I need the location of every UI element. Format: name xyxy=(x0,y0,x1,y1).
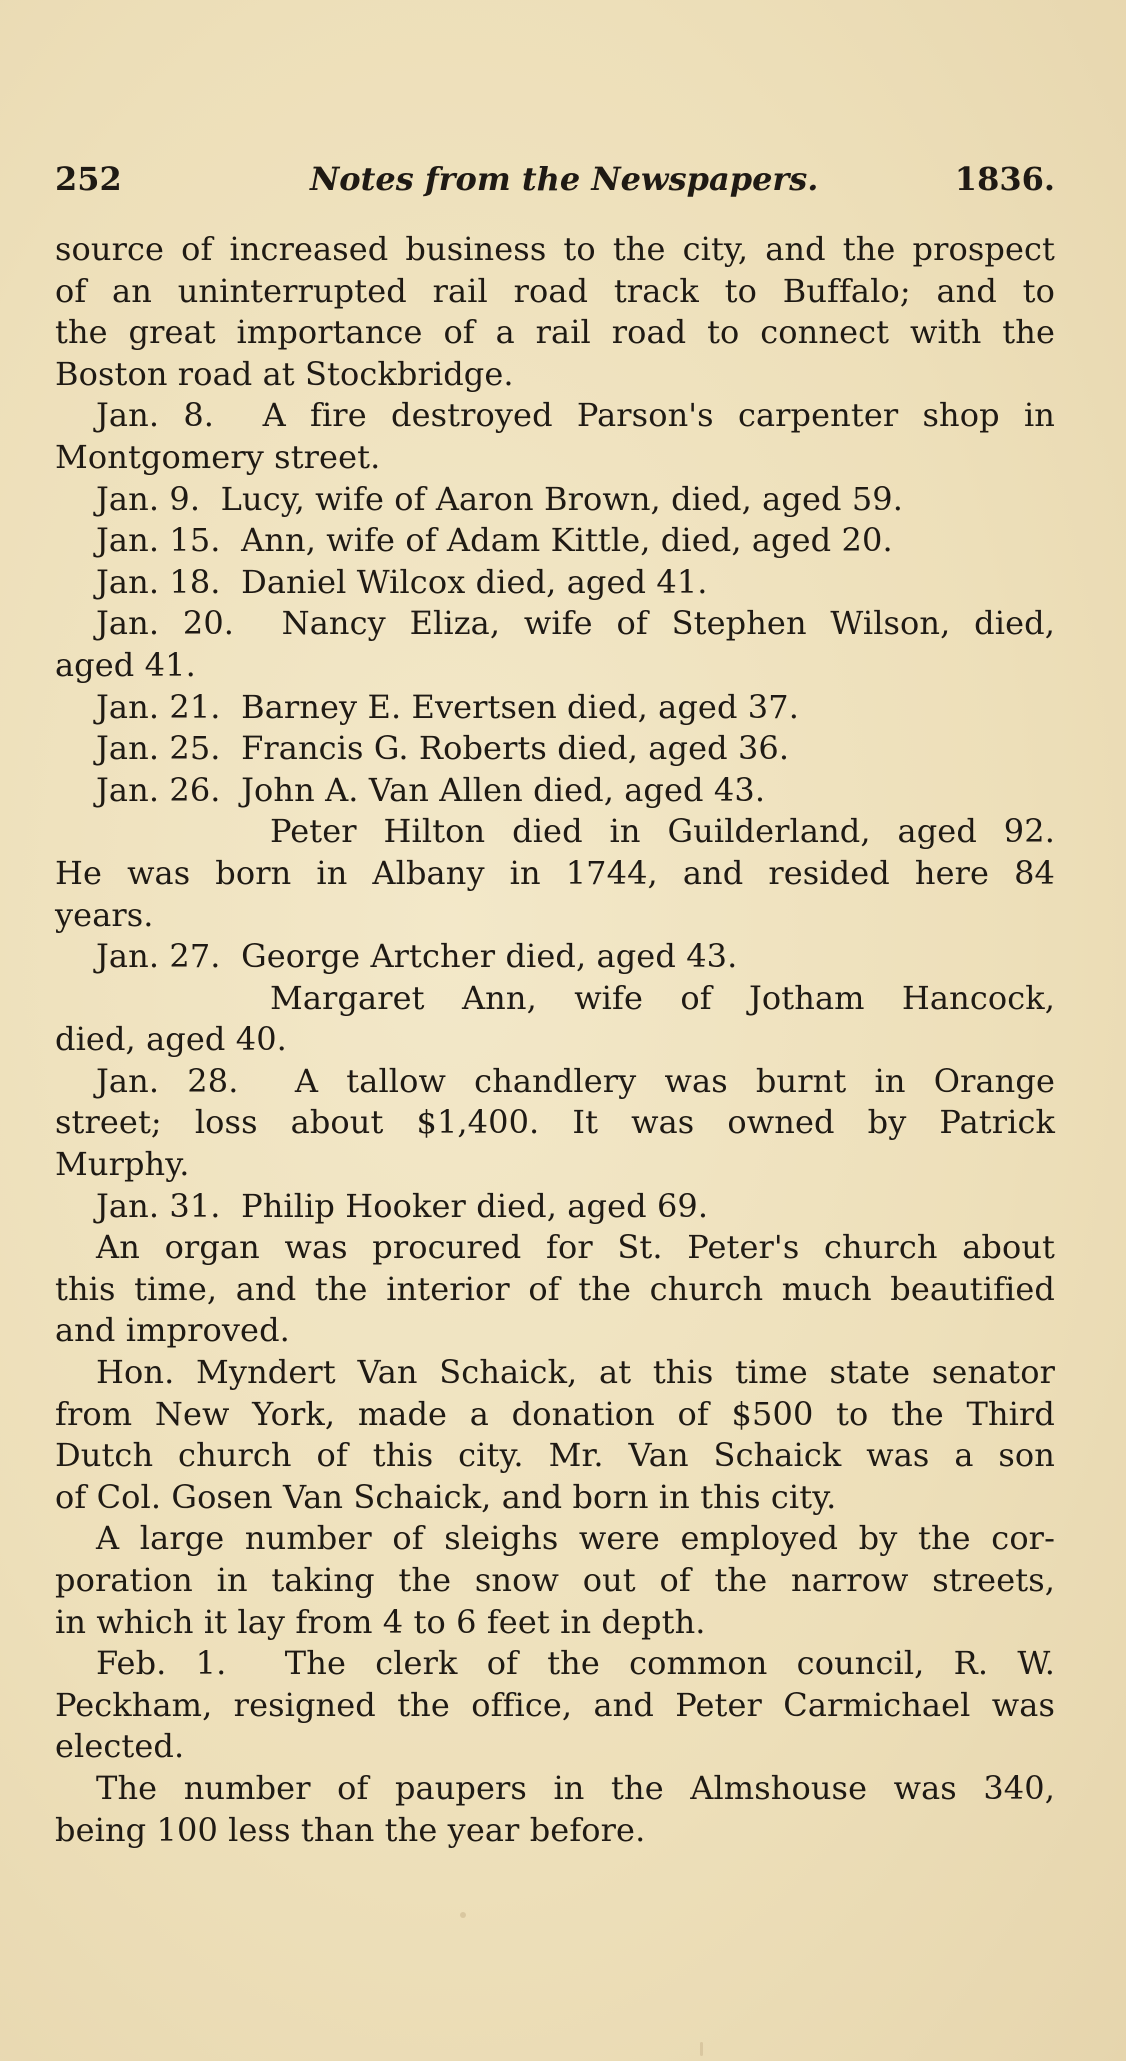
header-year: 1836. xyxy=(954,160,1055,198)
text-line: and improved. xyxy=(55,1311,290,1350)
text-line: Jan. 9. Lucy, wife of Aaron Brown, died, aged 59. xyxy=(96,479,904,518)
text-line: street; loss about $1,400. It was owned by Patrick xyxy=(55,1103,1055,1142)
text-line: from New York, made a donation of $500 to the Third xyxy=(55,1394,1055,1433)
text-line: He was born in Albany in 1744, and resided here 84 xyxy=(55,853,1055,892)
text-line: Margaret Ann, wife of Jotham Hancock, xyxy=(270,978,1055,1017)
text-line: An organ was procured for St. Peter's church about xyxy=(96,1228,1055,1267)
text-line: of Col. Gosen Van Schaick, and born in this city. xyxy=(55,1477,837,1516)
text-line: of an uninterrupted rail road track to Buffalo; and to xyxy=(55,271,1055,310)
paper-speck xyxy=(700,2042,703,2056)
text-line: Hon. Myndert Van Schaick, at this time state senator xyxy=(96,1353,1055,1392)
page-header xyxy=(55,160,1055,210)
page-number: 252 xyxy=(55,160,122,198)
text-line: Jan. 21. Barney E. Evertsen died, aged 37. xyxy=(96,687,799,726)
text-line: Jan. 15. Ann, wife of Adam Kittle, died, aged 20. xyxy=(96,521,893,560)
text-line: died, aged 40. xyxy=(55,1020,287,1059)
text-line: Feb. 1. The clerk of the common council, R. W. xyxy=(96,1644,1055,1683)
text-line: Peckham, resigned the office, and Peter Carmichael was xyxy=(55,1685,1055,1724)
text-line: in which it lay from 4 to 6 feet in depth. xyxy=(55,1602,706,1641)
text-line: Boston road at Stockbridge. xyxy=(55,354,514,393)
text-line: Jan. 25. Francis G. Roberts died, aged 36. xyxy=(96,729,790,768)
text-line: this time, and the interior of the church much beautified xyxy=(55,1269,1055,1308)
text-line: source of increased business to the city, and the prospect xyxy=(55,230,1055,268)
text-line: being 100 less than the year before. xyxy=(55,1810,646,1849)
text-line: The number of paupers in the Almshouse was 340, xyxy=(96,1768,1055,1807)
running-title: Notes from the Newspapers. xyxy=(310,160,819,198)
text-line: Jan. 31. Philip Hooker died, aged 69. xyxy=(96,1186,709,1225)
text-line: Jan. 26. John A. Van Allen died, aged 43. xyxy=(96,770,766,809)
text-line: aged 41. xyxy=(55,645,196,684)
text-line: the great importance of a rail road to connect with the xyxy=(55,313,1055,352)
text-line: Peter Hilton died in Guilderland, aged 92. xyxy=(270,812,1055,851)
text-line: Jan. 18. Daniel Wilcox died, aged 41. xyxy=(96,562,708,601)
text-line: Jan. 28. A tallow chandlery was burnt in Orange xyxy=(96,1061,1055,1100)
text-line: elected. xyxy=(55,1727,185,1766)
body-text xyxy=(55,229,1055,1851)
text-line: A large number of sleighs were employed by the cor- xyxy=(96,1519,1055,1558)
text-line: Montgomery street. xyxy=(55,437,381,476)
text-line: years. xyxy=(55,895,154,934)
text-line: Jan. 20. Nancy Eliza, wife of Stephen Wilson, died, xyxy=(96,604,1055,643)
text-line: poration in taking the snow out of the narrow streets, xyxy=(55,1561,1055,1599)
paper-speck xyxy=(460,1912,466,1918)
text-line: Murphy. xyxy=(55,1145,190,1184)
text-line: Jan. 8. A fire destroyed Parson's carpenter shop in xyxy=(96,396,1055,435)
text-line: Jan. 27. George Artcher died, aged 43. xyxy=(96,937,738,976)
text-line: Dutch church of this city. Mr. Van Schaick was a son xyxy=(55,1436,1055,1475)
